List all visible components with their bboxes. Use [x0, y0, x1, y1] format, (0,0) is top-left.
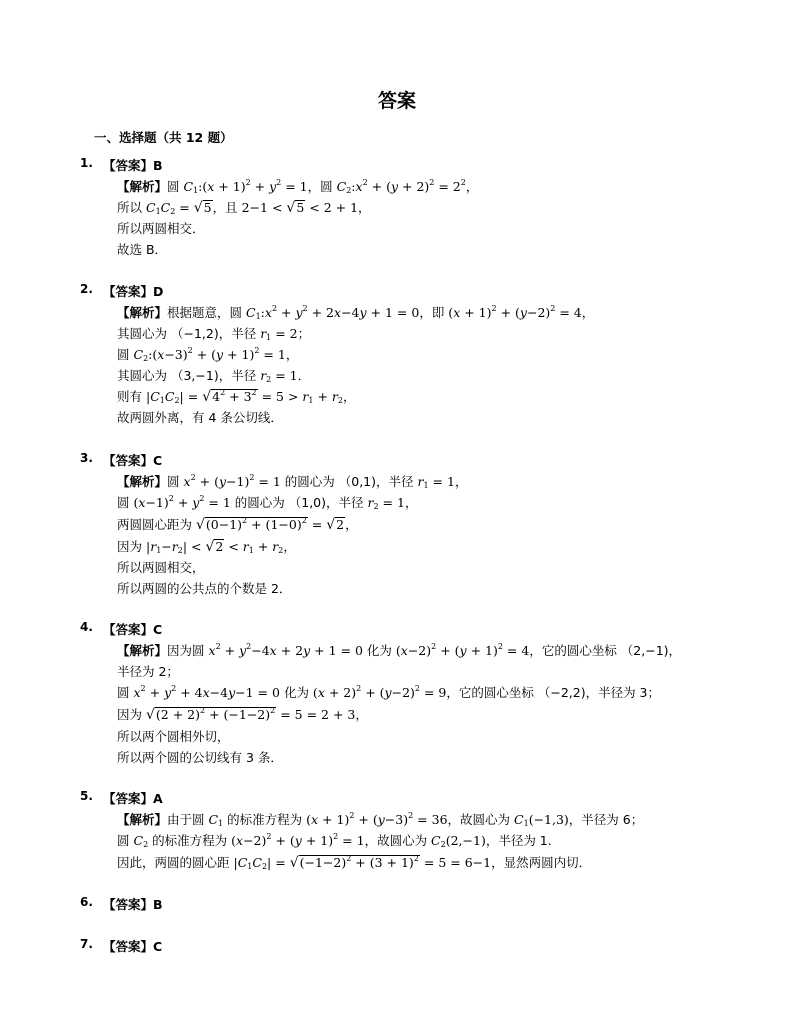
analysis-line: 【解析】因为圆 $x^2 + y^2-4x + 2y + 1 = 0$ 化为 $(x-2)^2 + (y + 1)^2 = 4$，它的圆心坐标 （2,−1)，: [117, 642, 682, 658]
question-number: 4.: [80, 620, 93, 634]
answer-line: 【答案】C: [103, 939, 163, 954]
analysis-line: 故两圆外离，有 4 条公切线．: [117, 410, 283, 425]
answer-line: 【答案】B: [103, 158, 163, 173]
analysis-line: 因为 $|r_1-r_2| < √2 < r_1 + r_2$，: [117, 539, 296, 555]
question-number: 6.: [80, 895, 93, 909]
answer-line: 【答案】C: [103, 622, 163, 637]
section-heading: 一、选择题（共 12 题）: [94, 130, 233, 145]
analysis-line: 圆 $C_2$ 的标准方程为 $(x-2)^2 + (y + 1)^2 = 1$，故圆心为 $C_2(2,-1)$，半径为 1.: [117, 832, 552, 849]
analysis-line: 两圆圆心距为 $√(0-1)^2 + (1-0)^2 = √2$，: [117, 516, 358, 533]
answer-line: 【答案】D: [103, 284, 164, 299]
analysis-line: 则有 $|C_1C_2| = √4^2 + 3^2 = 5 > r_1 + r_2$，: [117, 388, 356, 405]
question-number: 7.: [80, 937, 93, 951]
analysis-line: 所以 $C_1C_2 = √5$，且 2−1 < √5 < 2 + 1，: [117, 200, 371, 216]
analysis-line: 其圆心为 （−1,2)，半径 $r_1 = 2$；: [117, 326, 311, 342]
analysis-line: 【解析】根据题意，圆 $C_1:x^2 + y^2 + 2x-4y + 1 = 0$，即 $(x + 1)^2 + (y-2)^2 = 4$，: [117, 304, 595, 321]
analysis-line: 所以两圆相交．: [117, 221, 205, 236]
analysis-line: 【解析】由于圆 $C_1$ 的标准方程为 $(x + 1)^2 + (y-3)^2 = 36$，故圆心为 $C_1(-1,3)$，半径为 6；: [117, 811, 644, 828]
question-number: 1.: [80, 156, 93, 170]
analysis-line: 因为 $√(2 + 2)^2 + (-1-2)^2 = 5 = 2 + 3$，: [117, 706, 368, 723]
analysis-line: 圆 $C_2:(x-3)^2 + (y + 1)^2 = 1$，: [117, 346, 299, 363]
analysis-line: 所以两个圆的公切线有 3 条．: [117, 750, 283, 765]
analysis-line: 其圆心为 （3,−1)，半径 $r_2 = 1$．: [117, 368, 311, 384]
analysis-line: 【解析】圆 $x^2 + (y-1)^2 = 1$ 的圆心为 （0,1)，半径 $r_1 = 1$，: [117, 473, 468, 490]
page-title: 答案: [377, 90, 416, 112]
answer-line: 【答案】B: [103, 897, 163, 912]
analysis-line: 圆 $x^2 + y^2 + 4x-4y-1 = 0$ 化为 $(x + 2)^2 + (y-2)^2 = 9$，它的圆心坐标 （−2,2)，半径为 3；: [117, 684, 661, 700]
answer-line: 【答案】C: [103, 453, 163, 468]
analysis-line: 所以两圆的公共点的个数是 2．: [117, 581, 292, 596]
analysis-line: 所以两圆相交，: [117, 560, 205, 575]
answer-line: 【答案】A: [103, 791, 163, 806]
question-number: 3.: [80, 451, 93, 465]
analysis-line: 【解析】圆 $C_1:(x + 1)^2 + y^2 = 1$，圆 $C_2:x^2 + (y + 2)^2 = 2^2$，: [117, 178, 479, 195]
analysis-line: 所以两个圆相外切，: [117, 729, 230, 744]
question-number: 5.: [80, 789, 93, 803]
question-number: 2.: [80, 282, 93, 296]
analysis-line: 半径为 2；: [117, 664, 179, 679]
analysis-line: 圆 $(x-1)^2 + y^2 = 1$ 的圆心为 （1,0)，半径 $r_2 = 1$，: [117, 494, 418, 511]
analysis-line: 故选 B．: [117, 242, 168, 257]
analysis-line: 因此，两圆的圆心距 $|C_1C_2| = √(-1-2)^2 + (3 + 1)^2 = 5 = 6-1$，显然两圆内切．: [117, 854, 592, 871]
